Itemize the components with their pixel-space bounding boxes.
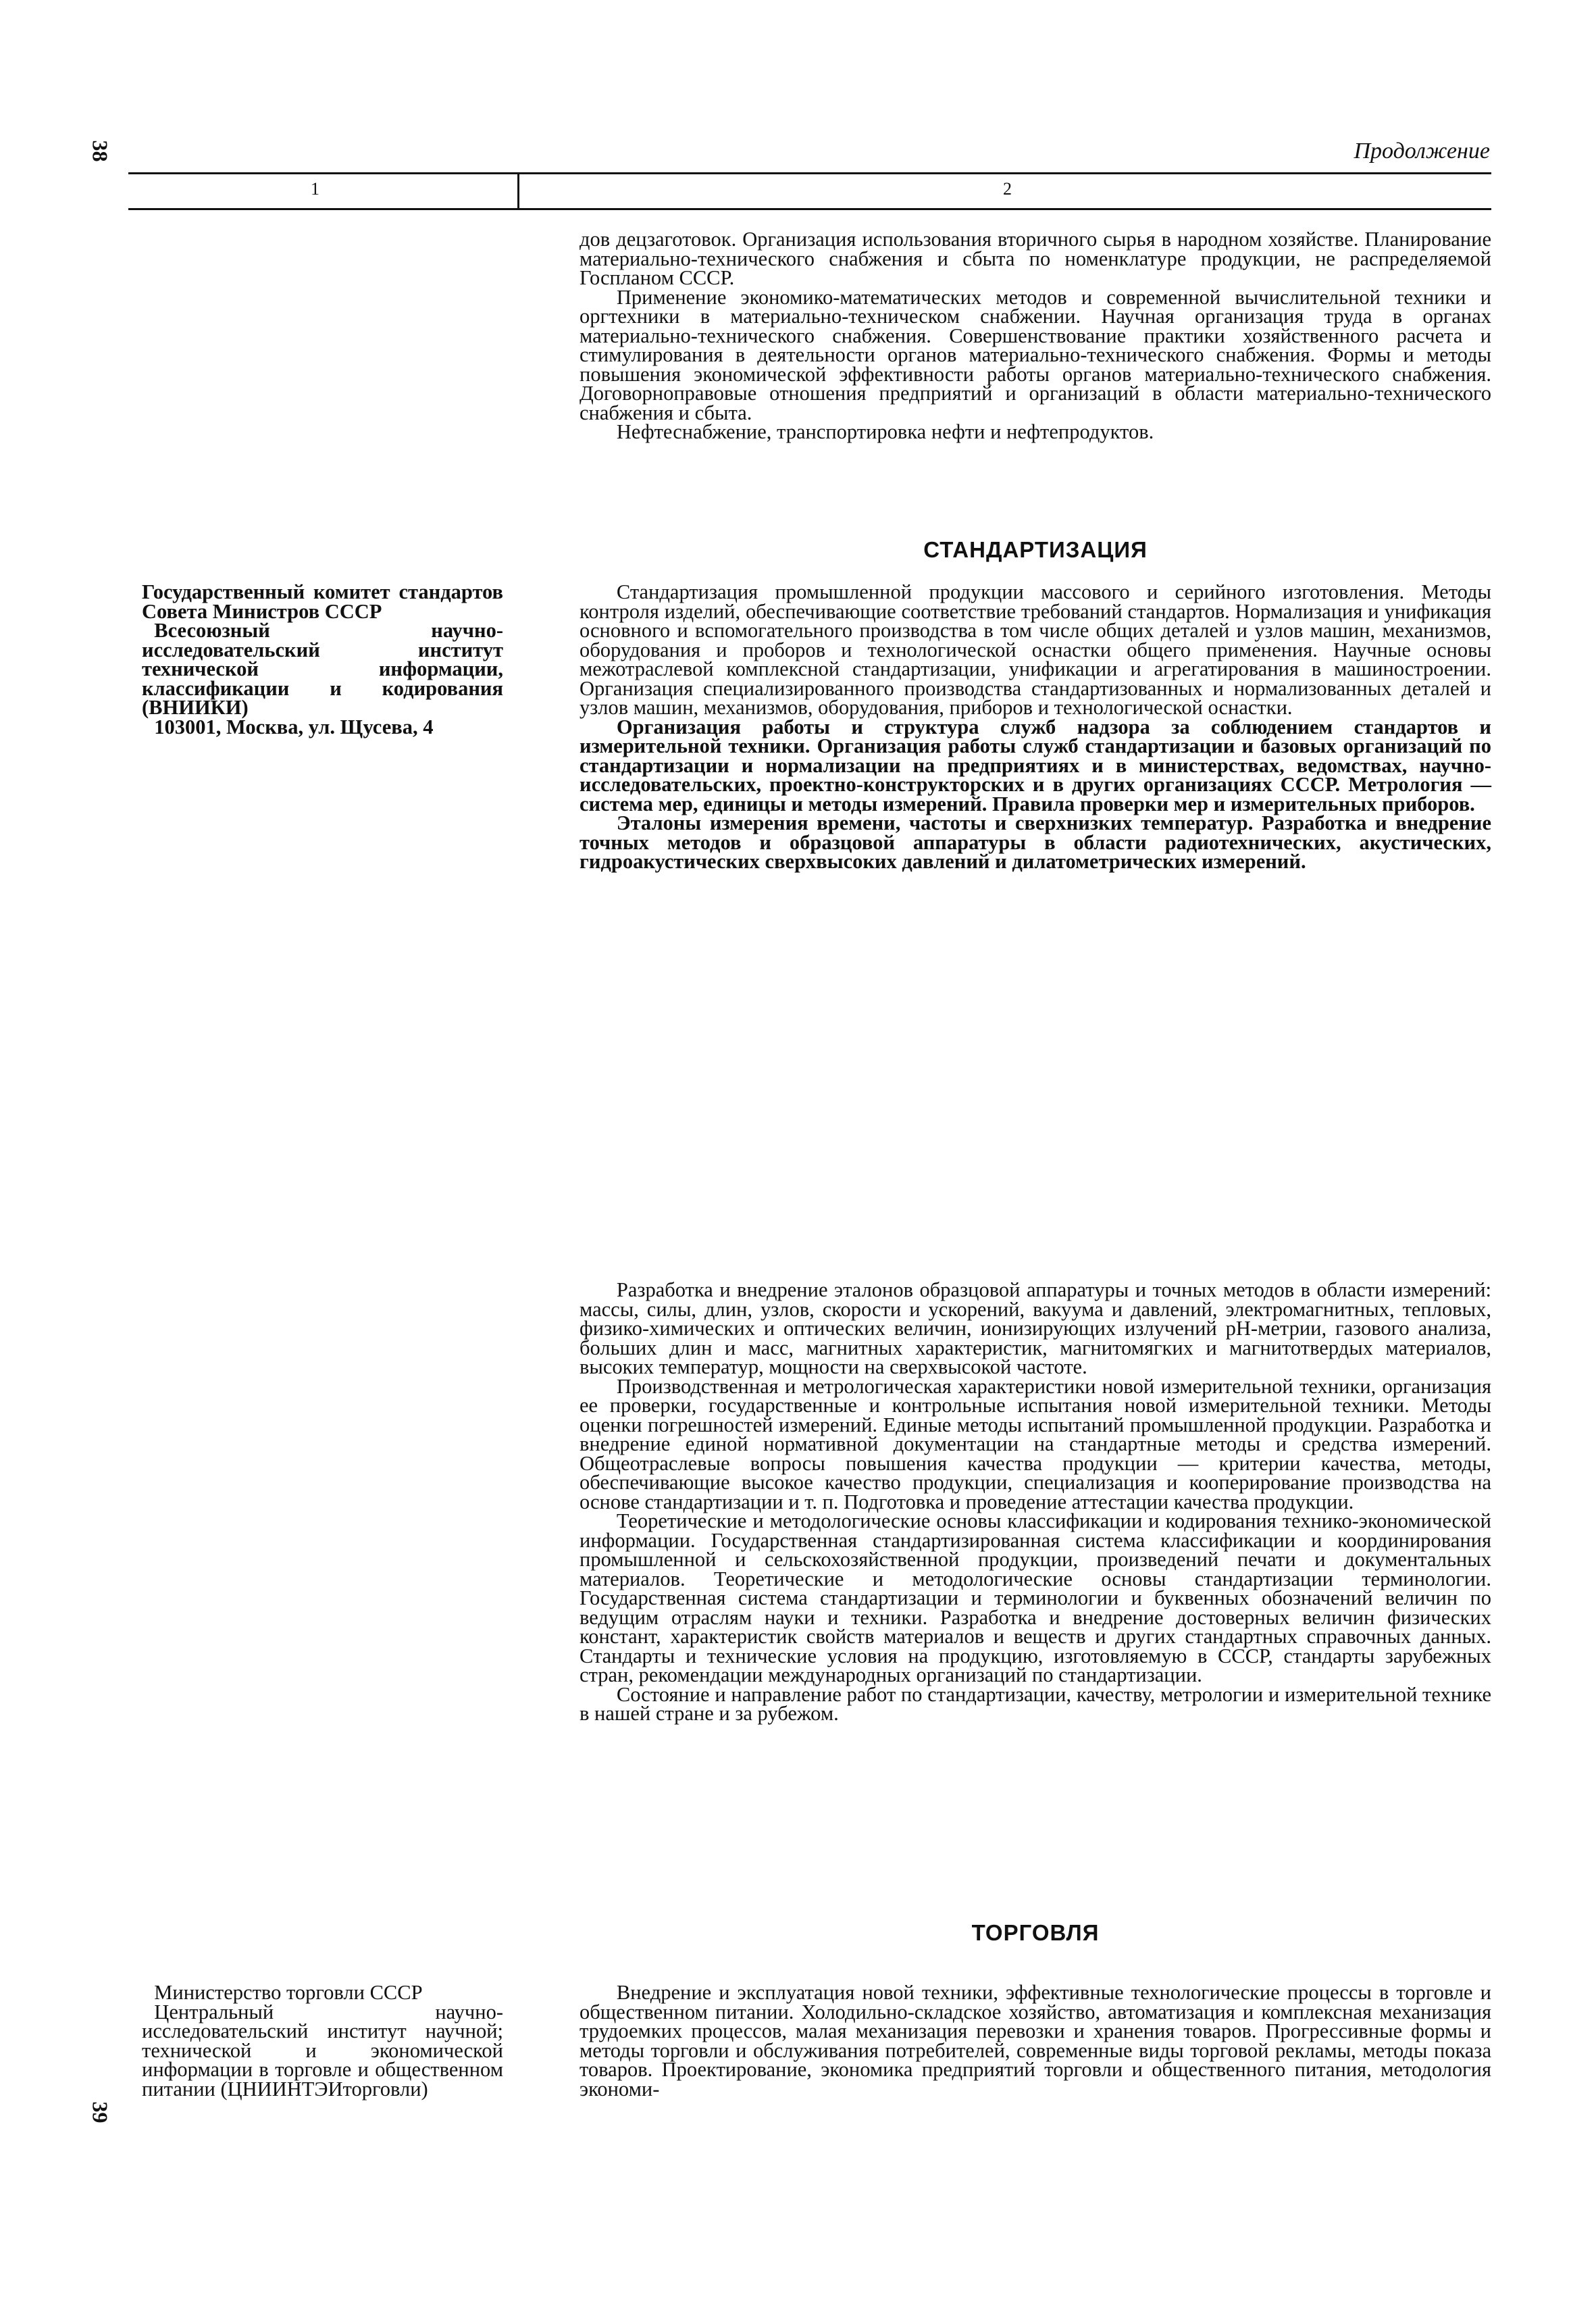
section-paragraph: Эталоны измерения времени, частоты и сверхнизких температур. Разработка и внедрение точных методов и образцовой аппаратуры в области радиотехнических, акустических, гидроакустических сверхвысоких давлений и дилатометрических измерений. xyxy=(580,811,1491,873)
section-paragraph: Организация работы и структура служб надзора за соблюдением стандартов и измерительной техники. Организация работы служб стандартизации и базовых организаций по стандартизации и нормализации на предприятиях и в министерствах, ведомствах, научно-исследовательских, проектно-конструкторских и в других организациях СССР. Метрология — система мер, единицы и методы измерений. Правила проверки мер и измерительных приборов. xyxy=(580,715,1491,815)
section-paragraph: Состояние и направление работ по стандартизации, качеству, метрологии и измерительной технике в нашей стране и за рубежом. xyxy=(580,1682,1491,1725)
standardization-text xyxy=(580,582,1491,872)
org-block-trade xyxy=(142,1981,503,2101)
section-title-standardization: СТАНДАРТИЗАЦИЯ xyxy=(923,537,1148,562)
org-name: Государственный комитет стандартов Совета Министров СССР xyxy=(142,580,503,623)
running-head: Продолжение xyxy=(1354,139,1490,164)
page-number-bottom: 39 xyxy=(88,2101,113,2123)
org-block-standardization xyxy=(142,582,503,736)
intro-paragraph: дов децзаготовок. Организация использования вторичного сырья в народном хозяйстве. Планирование материально-технического снабжения и сбыта по номенклатуре продукции, не распределяемой Госпланом СССР. xyxy=(580,228,1491,289)
header-top-rule xyxy=(128,172,1491,174)
column-number-1: 1 xyxy=(311,179,319,199)
header-column-divider xyxy=(517,174,519,208)
trade-text xyxy=(580,1981,1491,2101)
section-paragraph: Внедрение и эксплуатация новой техники, эффективные технологические процессы в торговле и общественном питании. Холодильно-складское хозяйство, автоматизация и комплексная механизация трудоемких процессов, малая механизация перевозки и хранения товаров. Прогрессивные формы и методы торговли и обслуживания потребителей, современные виды торговой рекламы, методы показа товаров. Проектирование, экономика предприятий торговли и общественного питания, методология экономи- xyxy=(580,1981,1491,2101)
page-number-top: 38 xyxy=(88,140,113,162)
org-institute: Всесоюзный научно-исследовательский институт технической информации, классификации и кодирования (ВНИИКИ) xyxy=(142,619,503,719)
section-title-trade: ТОРГОВЛЯ xyxy=(971,1920,1100,1945)
standardization-continued-text xyxy=(580,1280,1491,1724)
org-institute: Центральный научно-исследовательский институт научной; технической и экономической информации в торговле и общественном питании (ЦНИИНТЭИторговли) xyxy=(142,2000,503,2101)
org-address: 103001, Москва, ул. Щусева, 4 xyxy=(154,715,434,738)
intro-text xyxy=(580,230,1491,442)
header-bottom-rule xyxy=(128,208,1491,210)
section-paragraph: Стандартизация промышленной продукции массового и серийного изготовления. Методы контроля изделий, обеспечивающие соответствие требований стандартов. Нормализация и унификация основного и вспомогательного производства в том числе общих деталей и узлов машин, механизмов, оборудования и проборов и технологической оснастки общего применения. Научные основы межотраслевой комплексной стандартизации, унификации и агрегатирования в машиностроении. Организация специализированного производства стандартизованных и нормализованных деталей и узлов машин, механизмов, оборудования, приборов и технологической оснастки. xyxy=(580,580,1491,719)
intro-paragraph: Нефтеснабжение, транспортировка нефти и нефтепродуктов. xyxy=(616,420,1154,443)
intro-paragraph: Применение экономико-математических методов и современной вычислительной техники и оргтехники в материально-техническом снабжении. Научная организация труда в органах материально-технического снабжения. Совершенствование практики хозяйственного расчета и стимулирования в деятельности органов материально-технического снабжения. Формы и методы повышения экономической эффективности работы органов материально-технического снабжения. Договорноправовые отношения предприятий и организаций в области материально-технического снабжения и сбыта. xyxy=(580,285,1491,424)
section-paragraph: Производственная и метрологическая характеристики новой измерительной техники, организация ее проверки, государственные и контрольные испытания новой измерительной техники. Методы оценки погрешностей измерений. Единые методы испытаний промышленной продукции. Разработка и внедрение единой нормативной документации на стандартные методы и средства измерений. Общеотраслевые вопросы повышения качества продукции — критерии качества, методы, обеспечивающие высокое качество продукции, специализация и кооперирование производства на основе стандартизации и т. п. Подготовка и проведение аттестации качества продукции. xyxy=(580,1374,1491,1513)
column-number-2: 2 xyxy=(1003,179,1012,199)
org-name: Министерство торговли СССР xyxy=(154,1981,423,2004)
section-paragraph: Теоретические и методологические основы классификации и кодирования технико-экономической информации. Государственная стандартизированная система классификации и координирования промышленной и сельскохозяйственной продукции, произведений печати и документальных материалов. Теоретические и методологические основы стандартизации терминологии. Государственная система стандартизации и терминологии и буквенных обозначений величин по ведущим отраслям науки и техники. Разработка и внедрение достоверных величин физических констант, характеристик свойств материалов и веществ и других стандартных справочных данных. Стандарты и технические условия на продукцию, изготовляемую в СССР, стандарты зарубежных стран, рекомендации международных организаций по стандартизации. xyxy=(580,1509,1491,1686)
section-paragraph: Разработка и внедрение эталонов образцовой аппаратуры и точных методов в области измерений: массы, силы, длин, узлов, скорости и ускорений, вакуума и давлений, электромагнитных, тепловых, физико-химических и оптических величин, ионизирующих излучений pH-метрии, газового анализа, больших длин и масс, магнитных характеристик, магнитомягких и магнитотвердых материалов, высоких температур, мощности на сверхвысокой частоте. xyxy=(580,1278,1491,1378)
